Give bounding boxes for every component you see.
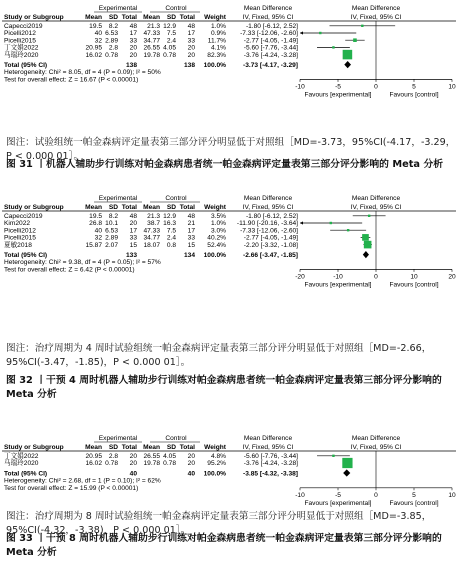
row-weight: 40.2% bbox=[207, 234, 226, 242]
row-exp-total: 20 bbox=[129, 51, 137, 59]
row-ctl-sd: 2.4 bbox=[166, 234, 176, 242]
header-weight: Weight bbox=[204, 204, 226, 211]
x-tick-label: -10 bbox=[333, 273, 343, 281]
row-ctl-mean: 26.55 bbox=[143, 453, 160, 460]
row-ctl-total: 33 bbox=[187, 234, 195, 242]
header-es: SD bbox=[108, 444, 118, 451]
row-weight: 95.2% bbox=[207, 460, 226, 468]
header-weight: Weight bbox=[204, 14, 226, 21]
row-study: 丁文娟2022 bbox=[4, 44, 39, 52]
row-ctl-total: 33 bbox=[187, 37, 195, 45]
row-ctl-mean: 38.7 bbox=[147, 220, 160, 228]
study-square bbox=[347, 229, 349, 231]
row-exp-mean: 16.02 bbox=[85, 51, 102, 59]
row-ctl-sd: 16.3 bbox=[163, 220, 176, 228]
heterogeneity: Heterogeneity: Chi² = 8.05, df = 4 (P = 0.09); I² = 50% bbox=[4, 69, 161, 77]
row-ctl-sd: 4.05 bbox=[163, 44, 176, 52]
header-md-left: Mean Difference bbox=[243, 195, 293, 202]
study-square bbox=[330, 222, 332, 224]
row-weight: 11.7% bbox=[207, 37, 226, 45]
heterogeneity: Heterogeneity: Chi² = 2.68, df = 1 (P = 0.10); I² = 62% bbox=[4, 477, 161, 485]
row-ci: -5.60 [-7.76, -3.44] bbox=[243, 44, 298, 52]
header-cn: Total bbox=[179, 444, 195, 451]
row-ctl-sd: 0.8 bbox=[166, 241, 176, 249]
header-ci-left: IV, Fixed, 95% CI bbox=[242, 204, 294, 211]
row-exp-total: 20 bbox=[129, 220, 137, 228]
total-weight: 100.0% bbox=[203, 252, 226, 259]
heterogeneity: Heterogeneity: Chi² = 9.38, df = 4 (P = 0.05); I² = 57% bbox=[4, 259, 161, 267]
row-ctl-sd: 7.5 bbox=[166, 227, 176, 235]
study-square bbox=[364, 241, 372, 249]
x-tick-label: -10 bbox=[295, 491, 305, 499]
header-en: Total bbox=[121, 204, 137, 211]
row-weight: 1.0% bbox=[210, 23, 226, 30]
row-ctl-mean: 19.78 bbox=[143, 460, 160, 468]
total-exp: 133 bbox=[125, 252, 137, 259]
row-ctl-mean: 21.3 bbox=[147, 23, 160, 30]
row-exp-total: 20 bbox=[129, 453, 137, 460]
row-ctl-mean: 21.3 bbox=[147, 213, 160, 220]
header-ci-left: IV, Fixed, 95% CI bbox=[242, 444, 294, 451]
row-exp-mean: 32 bbox=[94, 234, 102, 242]
row-ctl-total: 48 bbox=[187, 23, 195, 30]
row-weight: 3.0% bbox=[210, 227, 226, 235]
total-ci: -3.85 [-4.32, -3.38] bbox=[243, 470, 298, 478]
header-es: SD bbox=[108, 14, 118, 21]
total-exp: 138 bbox=[125, 62, 137, 69]
row-exp-sd: 2.89 bbox=[105, 37, 118, 45]
overall-effect: Test for overall effect: Z = 6.42 (P < 0.00001) bbox=[4, 266, 135, 274]
row-ci: -7.33 [-12.06, -2.60] bbox=[240, 227, 298, 235]
header-control: Control bbox=[165, 5, 187, 12]
row-ci: -5.60 [-7.76, -3.44] bbox=[243, 453, 298, 460]
ci-arrow bbox=[300, 31, 303, 34]
header-study: Study or Subgroup bbox=[4, 204, 64, 211]
forest-plot-3 bbox=[0, 432, 464, 507]
row-ctl-total: 17 bbox=[187, 227, 195, 235]
row-exp-mean: 20.95 bbox=[85, 44, 102, 52]
row-exp-total: 20 bbox=[129, 460, 137, 468]
row-ci: -2.77 [-4.05, -1.49] bbox=[243, 37, 298, 45]
forest-plot-1 bbox=[0, 2, 464, 122]
study-square bbox=[368, 215, 370, 217]
row-ctl-total: 20 bbox=[187, 51, 195, 59]
forest-plot-2 bbox=[0, 192, 464, 327]
row-ctl-sd: 12.9 bbox=[163, 23, 176, 30]
row-ci: -2.20 [-3.32, -1.08] bbox=[243, 241, 298, 249]
row-ci: -2.77 [-4.05, -1.49] bbox=[243, 234, 298, 242]
row-ctl-mean: 34.77 bbox=[143, 37, 160, 45]
header-md-right: Mean Difference bbox=[351, 195, 401, 202]
row-weight: 4.1% bbox=[210, 44, 226, 52]
row-study: Kim2022 bbox=[4, 220, 31, 228]
row-ci: -3.76 [-4.24, -3.28] bbox=[243, 51, 298, 59]
x-tick-label: -20 bbox=[295, 273, 305, 281]
row-exp-mean: 26.8 bbox=[89, 220, 102, 228]
x-tick-label: -5 bbox=[335, 491, 341, 499]
row-ctl-sd: 7.5 bbox=[166, 30, 176, 38]
figure-caption-3: 图 33 丨干预 8 周时机器人辅助步行训练对帕金森病患者统一帕金森病评定量表第三部分评分影响的 Meta 分析 bbox=[6, 533, 442, 558]
row-exp-mean: 32 bbox=[94, 37, 102, 45]
row-weight: 1.0% bbox=[210, 220, 226, 228]
row-exp-sd: 0.78 bbox=[105, 460, 118, 468]
figure-caption-1: 图 31 丨机器人辅助步行训练对帕金森病患者统一帕金森病评定量表第三部分评分影响的 Meta 分析 bbox=[6, 159, 444, 170]
header-md-right: Mean Difference bbox=[351, 5, 401, 12]
header-cm: Mean bbox=[143, 444, 160, 451]
figure-note-3: 图注：治疗周期为 8 周时试验组统一帕金森病评定量表第三部分评分明显低于对照组［MD=-3.85，95%CI(-4.32，-3.38)，P < 0.000 01］。 bbox=[6, 511, 432, 536]
row-exp-sd: 2.07 bbox=[105, 241, 118, 249]
header-en: Total bbox=[121, 14, 137, 21]
row-ctl-sd: 2.4 bbox=[166, 37, 176, 45]
header-cn: Total bbox=[179, 14, 195, 21]
study-square bbox=[319, 32, 321, 34]
header-md-left: Mean Difference bbox=[243, 435, 293, 442]
row-ci: -7.33 [-12.06, -2.60] bbox=[240, 30, 298, 38]
favours-control: Favours [control] bbox=[389, 281, 439, 289]
total-exp: 40 bbox=[129, 470, 137, 478]
row-exp-total: 17 bbox=[129, 30, 137, 38]
row-study: Capecci2019 bbox=[4, 213, 43, 220]
row-exp-mean: 19.5 bbox=[89, 23, 102, 30]
header-cs: SD bbox=[166, 444, 176, 451]
row-exp-sd: 10.1 bbox=[105, 220, 118, 228]
header-cs: SD bbox=[166, 14, 176, 21]
row-ctl-mean: 47.33 bbox=[143, 227, 160, 235]
header-ci-left: IV, Fixed, 95% CI bbox=[242, 14, 294, 21]
row-study: Capecci2019 bbox=[4, 23, 43, 30]
x-tick-label: -10 bbox=[295, 83, 305, 91]
row-exp-mean: 19.5 bbox=[89, 213, 102, 220]
overall-effect: Test for overall effect: Z = 16.67 (P < 0.00001) bbox=[4, 76, 139, 84]
row-exp-sd: 6.53 bbox=[105, 30, 118, 38]
row-exp-sd: 2.89 bbox=[105, 234, 118, 242]
row-weight: 4.8% bbox=[210, 453, 226, 460]
favours-experimental: Favours [experimental] bbox=[304, 91, 372, 99]
favours-experimental: Favours [experimental] bbox=[304, 281, 372, 289]
header-md-left: Mean Difference bbox=[243, 5, 293, 12]
row-ctl-total: 15 bbox=[187, 241, 195, 249]
row-ctl-sd: 0.78 bbox=[163, 460, 176, 468]
favours-control: Favours [control] bbox=[389, 91, 439, 99]
row-exp-total: 33 bbox=[129, 234, 137, 242]
header-em: Mean bbox=[85, 444, 102, 451]
row-ci: -1.80 [-6.12, 2.52] bbox=[245, 23, 298, 30]
header-em: Mean bbox=[85, 204, 102, 211]
total-weight: 100.0% bbox=[203, 470, 226, 478]
study-square bbox=[332, 46, 334, 48]
forest-panel-1 bbox=[0, 0, 464, 190]
study-square bbox=[361, 25, 363, 27]
header-md-right: Mean Difference bbox=[351, 435, 401, 442]
total-weight: 100.0% bbox=[203, 62, 226, 69]
total-ci: -2.66 [-3.47, -1.85] bbox=[243, 252, 298, 259]
row-ctl-mean: 18.07 bbox=[143, 241, 160, 249]
x-tick-label: 5 bbox=[412, 491, 416, 499]
row-ctl-total: 20 bbox=[187, 460, 195, 468]
study-square bbox=[332, 455, 334, 457]
row-exp-total: 48 bbox=[129, 23, 137, 30]
favours-experimental: Favours [experimental] bbox=[304, 499, 372, 507]
header-ci-right: IV, Fixed, 95% CI bbox=[350, 14, 402, 21]
row-study: 丁文娟2022 bbox=[4, 453, 39, 460]
row-exp-mean: 20.95 bbox=[85, 453, 102, 460]
row-exp-total: 15 bbox=[129, 241, 137, 249]
row-exp-total: 48 bbox=[129, 213, 137, 220]
x-tick-label: -5 bbox=[335, 83, 341, 91]
header-study: Study or Subgroup bbox=[4, 444, 64, 451]
header-cn: Total bbox=[179, 204, 195, 211]
row-ctl-mean: 19.78 bbox=[143, 51, 160, 59]
header-experimental: Experimental bbox=[98, 5, 138, 12]
row-ctl-total: 17 bbox=[187, 30, 195, 38]
row-study: Picelli2012 bbox=[4, 227, 36, 235]
row-study: Picelli2012 bbox=[4, 30, 36, 38]
row-ctl-mean: 47.33 bbox=[143, 30, 160, 38]
row-exp-total: 17 bbox=[129, 227, 137, 235]
pooled-diamond bbox=[343, 469, 350, 476]
row-weight: 3.5% bbox=[210, 213, 226, 220]
overall-effect: Test for overall effect: Z = 15.99 (P < 0.00001) bbox=[4, 484, 139, 492]
header-weight: Weight bbox=[204, 444, 226, 451]
header-study: Study or Subgroup bbox=[4, 14, 64, 21]
row-weight: 82.3% bbox=[207, 51, 226, 59]
study-square bbox=[342, 458, 352, 468]
row-exp-mean: 15.87 bbox=[85, 241, 102, 249]
header-control: Control bbox=[165, 195, 187, 202]
header-experimental: Experimental bbox=[98, 195, 138, 202]
row-ci: -1.80 [-6.12, 2.52] bbox=[245, 213, 298, 220]
row-exp-sd: 2.8 bbox=[108, 453, 118, 460]
row-ctl-total: 21 bbox=[187, 220, 195, 228]
total-ctl: 138 bbox=[183, 62, 195, 69]
row-weight: 0.9% bbox=[210, 30, 226, 38]
row-ci: -3.76 [-4.24, -3.28] bbox=[243, 460, 298, 468]
x-tick-label: 5 bbox=[412, 83, 416, 91]
header-ci-right: IV, Fixed, 95% CI bbox=[350, 204, 402, 211]
forest-panel-3 bbox=[0, 432, 464, 565]
favours-control: Favours [control] bbox=[389, 499, 439, 507]
header-ci-right: IV, Fixed, 95% CI bbox=[350, 444, 402, 451]
row-exp-total: 33 bbox=[129, 37, 137, 45]
row-weight: 52.4% bbox=[207, 241, 226, 249]
pooled-diamond bbox=[363, 251, 369, 258]
row-exp-sd: 8.2 bbox=[108, 213, 118, 220]
row-ctl-sd: 0.78 bbox=[163, 51, 176, 59]
x-tick-label: 10 bbox=[410, 273, 418, 281]
total-label: Total (95% CI) bbox=[4, 470, 48, 478]
ci-arrow bbox=[300, 221, 303, 224]
x-tick-label: 0 bbox=[374, 273, 378, 281]
header-cm: Mean bbox=[143, 204, 160, 211]
forest-panel-2 bbox=[0, 190, 464, 400]
row-study: 夏敏2018 bbox=[4, 241, 32, 249]
row-exp-sd: 6.53 bbox=[105, 227, 118, 235]
pooled-diamond bbox=[344, 61, 351, 68]
header-cs: SD bbox=[166, 204, 176, 211]
row-ctl-mean: 34.77 bbox=[143, 234, 160, 242]
figure-caption-2: 图 32 丨干预 4 周时机器人辅助步行训练对帕金森病患者统一帕金森病评定量表第三部分评分影响的 Meta 分析 bbox=[6, 375, 442, 400]
row-exp-mean: 40 bbox=[94, 30, 102, 38]
header-cm: Mean bbox=[143, 14, 160, 21]
study-square bbox=[362, 234, 369, 241]
row-exp-total: 20 bbox=[129, 44, 137, 52]
figure-note-1: 图注：试验组统一帕金森病评定量表第三部分评分明显低于对照组［MD=-3.73，95%CI(-4.17，-3.29，P < 0.000 01］。 bbox=[6, 137, 456, 162]
study-square bbox=[343, 50, 353, 60]
header-es: SD bbox=[108, 204, 118, 211]
row-ctl-sd: 12.9 bbox=[163, 213, 176, 220]
header-control: Control bbox=[165, 435, 187, 442]
row-exp-sd: 8.2 bbox=[108, 23, 118, 30]
row-ctl-mean: 26.55 bbox=[143, 44, 160, 52]
x-tick-label: 20 bbox=[448, 273, 456, 281]
row-study: 马瑞玲2020 bbox=[4, 460, 39, 468]
header-en: Total bbox=[121, 444, 137, 451]
row-exp-sd: 2.8 bbox=[108, 44, 118, 52]
row-exp-mean: 40 bbox=[94, 227, 102, 235]
figure-note-2: 图注：治疗周期为 4 周时试验组统一帕金森病评定量表第三部分评分明显低于对照组［MD=-2.66，95%CI(-3.47，-1.85)，P < 0.000 01］。 bbox=[6, 343, 432, 368]
total-label: Total (95% CI) bbox=[4, 252, 48, 259]
total-label: Total (95% CI) bbox=[4, 62, 48, 69]
row-ctl-total: 20 bbox=[187, 44, 195, 52]
header-experimental: Experimental bbox=[98, 435, 138, 442]
row-study: Picelli2015 bbox=[4, 234, 36, 242]
row-exp-sd: 0.78 bbox=[105, 51, 118, 59]
row-ci: -11.90 [-20.16, -3.64] bbox=[236, 220, 298, 228]
x-tick-label: 0 bbox=[374, 491, 378, 499]
row-ctl-total: 48 bbox=[187, 213, 195, 220]
total-ci: -3.73 [-4.17, -3.29] bbox=[243, 62, 298, 69]
total-ctl: 134 bbox=[183, 252, 195, 259]
row-ctl-total: 20 bbox=[187, 453, 195, 460]
total-ctl: 40 bbox=[187, 470, 195, 478]
x-tick-label: 10 bbox=[448, 83, 456, 91]
row-exp-mean: 16.02 bbox=[85, 460, 102, 468]
header-em: Mean bbox=[85, 14, 102, 21]
x-tick-label: 0 bbox=[374, 83, 378, 91]
row-ctl-sd: 4.05 bbox=[163, 453, 176, 460]
row-study: Picelli2015 bbox=[4, 37, 36, 45]
study-square bbox=[353, 38, 357, 42]
x-tick-label: 10 bbox=[448, 491, 456, 499]
row-study: 马瑞玲2020 bbox=[4, 51, 39, 59]
